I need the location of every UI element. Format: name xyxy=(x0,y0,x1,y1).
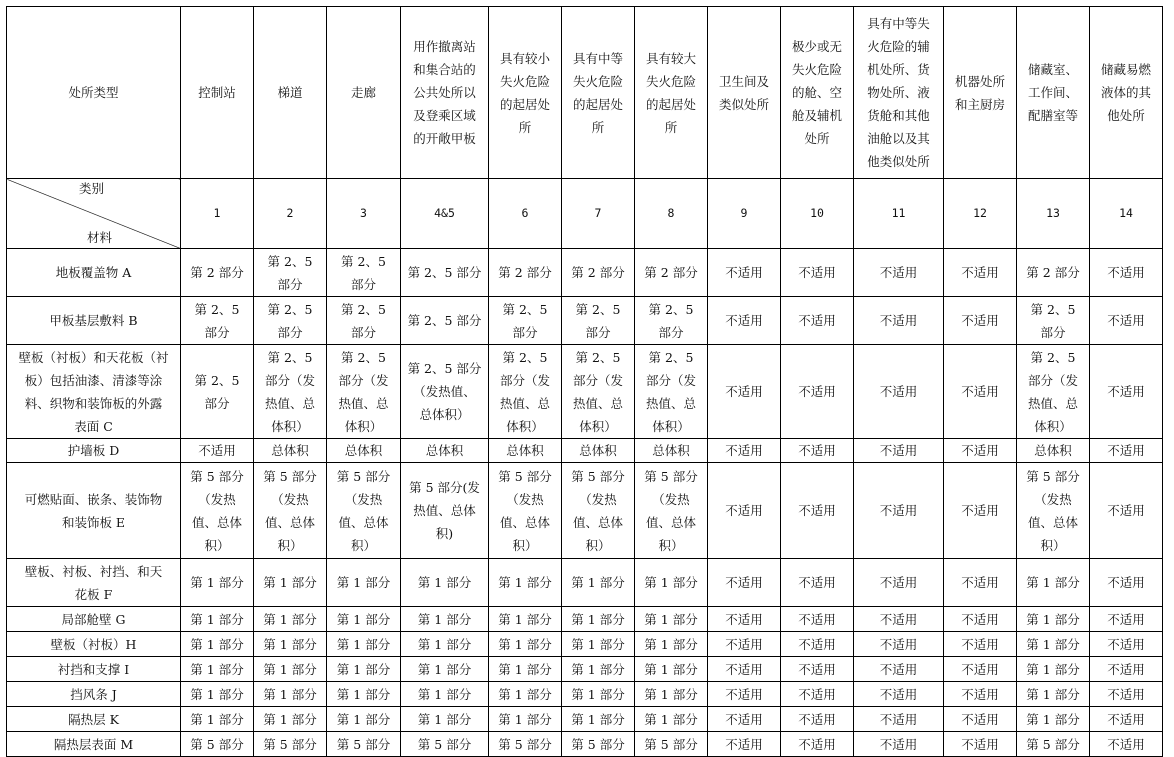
table-cell: 不适用 xyxy=(1090,463,1163,559)
corner-category-label: 类别 xyxy=(79,181,105,196)
table-cell: 第 1 部分 xyxy=(327,607,401,632)
category-number: 14 xyxy=(1090,179,1163,249)
table-cell: 不适用 xyxy=(1090,607,1163,632)
table-cell: 第 1 部分 xyxy=(1017,707,1090,732)
table-cell: 不适用 xyxy=(854,297,944,345)
table-cell: 不适用 xyxy=(708,657,781,682)
table-cell: 不适用 xyxy=(708,707,781,732)
table-cell: 不适用 xyxy=(854,632,944,657)
table-cell: 第 1 部分 xyxy=(401,707,489,732)
table-cell: 不适用 xyxy=(944,559,1017,607)
table-cell: 第 5 部分 （发热 值、总体 积） xyxy=(181,463,254,559)
table-cell: 不适用 xyxy=(854,657,944,682)
table-cell: 不适用 xyxy=(944,732,1017,757)
table-cell: 第 1 部分 xyxy=(635,707,708,732)
table-cell: 第 1 部分 xyxy=(401,607,489,632)
material-row-label: 壁板（衬板）和天花板（衬 板）包括油漆、清漆等涂 料、织物和装饰板的外露 表面 C xyxy=(7,345,181,439)
table-cell: 总体积 xyxy=(327,439,401,463)
table-cell: 第 2 部分 xyxy=(489,249,562,297)
table-cell: 第 1 部分 xyxy=(401,682,489,707)
table-cell: 第 1 部分 xyxy=(181,707,254,732)
table-cell: 第 1 部分 xyxy=(181,657,254,682)
category-number: 10 xyxy=(781,179,854,249)
category-number: 1 xyxy=(181,179,254,249)
table-cell: 第 1 部分 xyxy=(489,682,562,707)
table-cell: 不适用 xyxy=(708,732,781,757)
table-cell: 第 2、5 部分 xyxy=(635,297,708,345)
table-cell: 不适用 xyxy=(854,682,944,707)
header-col-13: 储藏易燃 液体的其 他处所 xyxy=(1090,7,1163,179)
table-cell: 第 1 部分 xyxy=(254,607,327,632)
table-cell: 不适用 xyxy=(1090,345,1163,439)
material-row-label: 局部舱壁 G xyxy=(7,607,181,632)
table-cell: 第 1 部分 xyxy=(1017,657,1090,682)
table-cell: 不适用 xyxy=(781,682,854,707)
table-cell: 第 1 部分 xyxy=(401,559,489,607)
header-col-8: 卫生间及 类似处所 xyxy=(708,7,781,179)
table-cell: 第 1 部分 xyxy=(562,607,635,632)
header-col-6: 具有中等 失火危险 的起居处 所 xyxy=(562,7,635,179)
header-col-1: 控制站 xyxy=(181,7,254,179)
material-row-label: 衬挡和支撑 I xyxy=(7,657,181,682)
table-cell: 第 2、5 部分（发 热值、总 体积） xyxy=(489,345,562,439)
table-body xyxy=(7,7,1163,757)
table-cell: 第 5 部分 （发热 值、总体 积） xyxy=(489,463,562,559)
table-cell: 总体积 xyxy=(489,439,562,463)
header-col-11: 机器处所 和主厨房 xyxy=(944,7,1017,179)
header-col-10: 具有中等失 火危险的辅 机处所、货 物处所、液 货舱和其他 油舱以及其 他类似处所 xyxy=(854,7,944,179)
table-cell: 第 2、5 部分（发 热值、总 体积） xyxy=(562,345,635,439)
table-cell: 第 5 部分 （发热 值、总体 积） xyxy=(1017,463,1090,559)
table-cell: 不适用 xyxy=(1090,632,1163,657)
table-cell: 不适用 xyxy=(1090,297,1163,345)
table-cell: 第 5 部分 （发热 值、总体 积） xyxy=(254,463,327,559)
table-cell: 不适用 xyxy=(708,682,781,707)
table-cell: 不适用 xyxy=(708,559,781,607)
table-cell: 第 2、5 部分 xyxy=(562,297,635,345)
header-col-4: 用作撤离站 和集合站的 公共处所以 及登乘区域 的开敞甲板 xyxy=(401,7,489,179)
table-row xyxy=(7,732,1163,757)
table-cell: 第 1 部分 xyxy=(1017,682,1090,707)
table-cell: 第 2、5 部分（发 热值、总 体积） xyxy=(635,345,708,439)
table-cell: 第 1 部分 xyxy=(401,632,489,657)
table-cell: 不适用 xyxy=(1090,559,1163,607)
table-cell: 第 1 部分 xyxy=(181,559,254,607)
table-cell: 总体积 xyxy=(254,439,327,463)
material-row-label: 挡风条 J xyxy=(7,682,181,707)
category-number: 12 xyxy=(944,179,1017,249)
category-number-row xyxy=(7,179,1163,249)
table-cell: 第 1 部分 xyxy=(254,707,327,732)
table-row xyxy=(7,607,1163,632)
table-cell: 不适用 xyxy=(854,559,944,607)
table-cell: 不适用 xyxy=(944,439,1017,463)
header-col-3: 走廊 xyxy=(327,7,401,179)
table-cell: 不适用 xyxy=(781,463,854,559)
category-number: 4&5 xyxy=(401,179,489,249)
table-cell: 不适用 xyxy=(708,249,781,297)
table-cell: 总体积 xyxy=(635,439,708,463)
table-cell: 不适用 xyxy=(944,463,1017,559)
table-cell: 第 2、5 部分 xyxy=(181,297,254,345)
table-cell: 总体积 xyxy=(401,439,489,463)
table-cell: 总体积 xyxy=(562,439,635,463)
table-cell: 第 1 部分 xyxy=(489,559,562,607)
table-cell: 第 2、5 部分 （发热值、 总体积） xyxy=(401,345,489,439)
table-cell: 第 2 部分 xyxy=(181,249,254,297)
table-row xyxy=(7,682,1163,707)
table-cell: 第 2 部分 xyxy=(562,249,635,297)
table-cell: 第 5 部分 （发热 值、总体 积） xyxy=(327,463,401,559)
table-cell: 第 2、5 部分（发 热值、总 体积） xyxy=(1017,345,1090,439)
table-cell: 第 5 部分 xyxy=(1017,732,1090,757)
table-row xyxy=(7,657,1163,682)
table-cell: 第 2、5 部分 xyxy=(489,297,562,345)
table-cell: 不适用 xyxy=(781,657,854,682)
table-cell: 第 1 部分 xyxy=(635,657,708,682)
table-cell: 第 1 部分 xyxy=(489,632,562,657)
table-cell: 第 1 部分 xyxy=(181,682,254,707)
table-cell: 第 2、5 部分 xyxy=(327,249,401,297)
table-cell: 不适用 xyxy=(181,439,254,463)
material-row-label: 隔热层 K xyxy=(7,707,181,732)
corner-material-label: 材料 xyxy=(87,230,113,245)
category-number: 7 xyxy=(562,179,635,249)
table-cell: 第 5 部分 xyxy=(401,732,489,757)
table-cell: 不适用 xyxy=(1090,682,1163,707)
table-cell: 不适用 xyxy=(1090,707,1163,732)
table-cell: 第 2、5 部分（发 热值、总 体积） xyxy=(327,345,401,439)
table-cell: 不适用 xyxy=(708,632,781,657)
table-cell: 第 1 部分 xyxy=(635,607,708,632)
table-cell: 第 1 部分 xyxy=(327,657,401,682)
table-cell: 不适用 xyxy=(781,707,854,732)
table-cell: 第 2、5 部分 xyxy=(327,297,401,345)
table-cell: 不适用 xyxy=(781,297,854,345)
table-cell: 不适用 xyxy=(708,463,781,559)
table-cell: 第 1 部分 xyxy=(635,632,708,657)
category-number: 13 xyxy=(1017,179,1090,249)
table-cell: 不适用 xyxy=(708,439,781,463)
table-cell: 不适用 xyxy=(854,732,944,757)
table-cell: 不适用 xyxy=(944,632,1017,657)
table-cell: 不适用 xyxy=(781,439,854,463)
table-cell: 不适用 xyxy=(854,345,944,439)
table-cell: 第 2、5 部分 xyxy=(254,297,327,345)
table-cell: 不适用 xyxy=(944,707,1017,732)
header-col-12: 储藏室、 工作间、 配膳室等 xyxy=(1017,7,1090,179)
table-cell: 第 2、5 部分 xyxy=(401,249,489,297)
table-row xyxy=(7,632,1163,657)
category-number: 8 xyxy=(635,179,708,249)
table-cell: 第 5 部分 （发热 值、总体 积） xyxy=(562,463,635,559)
table-cell: 第 1 部分 xyxy=(181,607,254,632)
table-cell: 不适用 xyxy=(1090,732,1163,757)
table-row xyxy=(7,463,1163,559)
header-col-5: 具有较小 失火危险 的起居处 所 xyxy=(489,7,562,179)
category-number: 2 xyxy=(254,179,327,249)
material-row-label: 壁板（衬板）H xyxy=(7,632,181,657)
table-cell: 第 1 部分 xyxy=(254,559,327,607)
table-cell: 不适用 xyxy=(854,607,944,632)
header-row xyxy=(7,7,1163,179)
table-cell: 第 1 部分 xyxy=(254,657,327,682)
table-cell: 不适用 xyxy=(854,249,944,297)
table-cell: 不适用 xyxy=(1090,249,1163,297)
table-cell: 不适用 xyxy=(944,682,1017,707)
table-cell: 不适用 xyxy=(781,607,854,632)
table-cell: 第 2、5 部分 xyxy=(254,249,327,297)
header-col-9: 极少或无 失火危险 的舱、空 舱及辅机 处所 xyxy=(781,7,854,179)
table-cell: 第 1 部分 xyxy=(562,707,635,732)
table-cell: 第 2 部分 xyxy=(635,249,708,297)
table-cell: 第 5 部分 （发热 值、总体 积） xyxy=(635,463,708,559)
header-col-2: 梯道 xyxy=(254,7,327,179)
table-cell: 不适用 xyxy=(1090,657,1163,682)
table-cell: 第 1 部分 xyxy=(489,607,562,632)
table-cell: 第 5 部分 xyxy=(489,732,562,757)
table-row xyxy=(7,439,1163,463)
table-cell: 不适用 xyxy=(854,439,944,463)
material-row-label: 护墙板 D xyxy=(7,439,181,463)
table-cell: 第 1 部分 xyxy=(327,682,401,707)
table-cell: 不适用 xyxy=(708,345,781,439)
table-row xyxy=(7,249,1163,297)
table-cell: 第 1 部分 xyxy=(489,707,562,732)
material-row-label: 甲板基层敷料 B xyxy=(7,297,181,345)
table-cell: 不适用 xyxy=(781,249,854,297)
table-cell: 不适用 xyxy=(781,632,854,657)
table-cell: 第 1 部分 xyxy=(254,682,327,707)
table-cell: 第 5 部分(发 热值、总体 积) xyxy=(401,463,489,559)
corner-diagonal-cell xyxy=(7,179,181,249)
table-cell: 第 1 部分 xyxy=(181,632,254,657)
material-row-label: 隔热层表面 M xyxy=(7,732,181,757)
category-number: 6 xyxy=(489,179,562,249)
table-cell: 第 5 部分 xyxy=(327,732,401,757)
table-cell: 第 1 部分 xyxy=(254,632,327,657)
table-cell: 不适用 xyxy=(944,657,1017,682)
table-cell: 第 1 部分 xyxy=(562,559,635,607)
category-number: 9 xyxy=(708,179,781,249)
table-cell: 不适用 xyxy=(708,607,781,632)
table-cell: 不适用 xyxy=(1090,439,1163,463)
table-cell: 不适用 xyxy=(944,607,1017,632)
table-cell: 第 1 部分 xyxy=(1017,559,1090,607)
table-cell: 第 1 部分 xyxy=(562,657,635,682)
table-row xyxy=(7,559,1163,607)
table-cell: 不适用 xyxy=(944,249,1017,297)
table-cell: 第 5 部分 xyxy=(254,732,327,757)
table-cell: 第 5 部分 xyxy=(635,732,708,757)
table-row xyxy=(7,297,1163,345)
table-cell: 第 1 部分 xyxy=(327,707,401,732)
table-cell: 不适用 xyxy=(854,463,944,559)
table-cell: 第 1 部分 xyxy=(401,657,489,682)
header-space-type: 处所类型 xyxy=(7,7,181,179)
table-cell: 总体积 xyxy=(1017,439,1090,463)
table-cell: 第 1 部分 xyxy=(327,632,401,657)
table-cell: 不适用 xyxy=(781,732,854,757)
table-cell: 第 2、5 部分 xyxy=(181,345,254,439)
material-requirements-table xyxy=(6,6,1163,757)
category-number: 3 xyxy=(327,179,401,249)
table-cell: 第 1 部分 xyxy=(327,559,401,607)
table-cell: 不适用 xyxy=(781,559,854,607)
table-row xyxy=(7,707,1163,732)
table-cell: 第 1 部分 xyxy=(489,657,562,682)
table-cell: 第 5 部分 xyxy=(181,732,254,757)
table-cell: 第 1 部分 xyxy=(1017,632,1090,657)
table-cell: 第 1 部分 xyxy=(562,682,635,707)
table-cell: 不适用 xyxy=(944,345,1017,439)
table-cell: 第 1 部分 xyxy=(1017,607,1090,632)
table-cell: 不适用 xyxy=(708,297,781,345)
table-cell: 不适用 xyxy=(854,707,944,732)
header-col-7: 具有较大 失火危险 的起居处 所 xyxy=(635,7,708,179)
table-cell: 不适用 xyxy=(944,297,1017,345)
table-cell: 第 2、5 部分（发 热值、总 体积） xyxy=(254,345,327,439)
table-cell: 第 1 部分 xyxy=(635,682,708,707)
table-cell: 第 2、5 部分 xyxy=(401,297,489,345)
table-cell: 第 5 部分 xyxy=(562,732,635,757)
category-number: 11 xyxy=(854,179,944,249)
table-cell: 第 2 部分 xyxy=(1017,249,1090,297)
table-cell: 第 2、5 部分 xyxy=(1017,297,1090,345)
table-cell: 第 1 部分 xyxy=(635,559,708,607)
material-row-label: 壁板、衬板、衬挡、和天 花板 F xyxy=(7,559,181,607)
material-row-label: 地板覆盖物 A xyxy=(7,249,181,297)
table-row xyxy=(7,345,1163,439)
material-row-label: 可燃贴面、嵌条、装饰物 和装饰板 E xyxy=(7,463,181,559)
table-cell: 不适用 xyxy=(781,345,854,439)
table-cell: 第 1 部分 xyxy=(562,632,635,657)
